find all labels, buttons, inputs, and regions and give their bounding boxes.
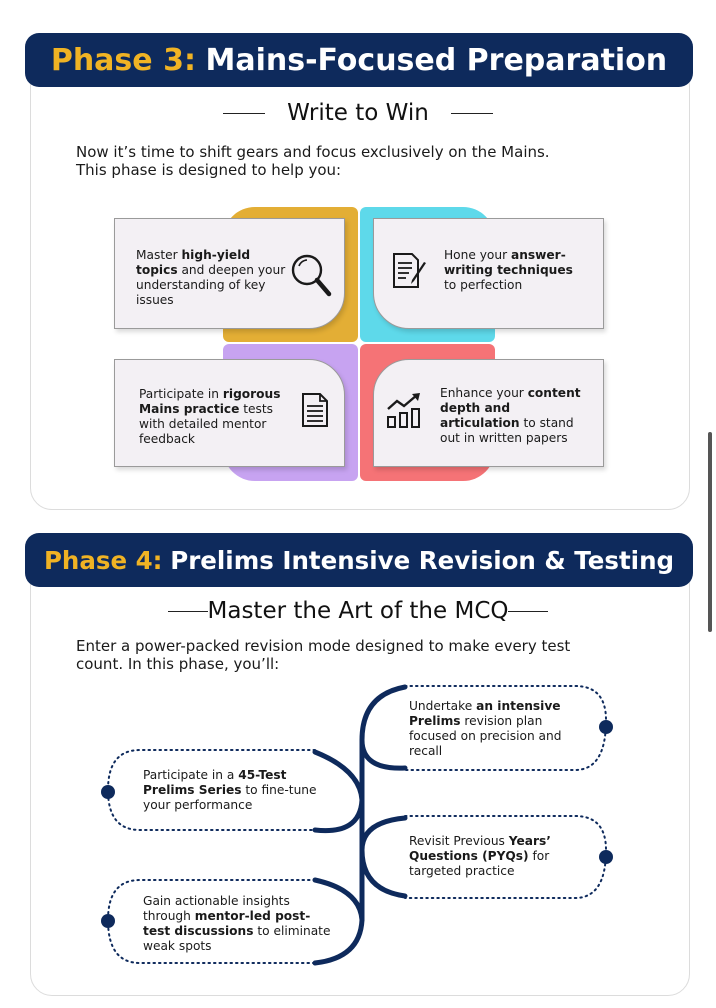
phase3-title: Mains-Focused Preparation <box>205 42 668 78</box>
phase4-intro-line1: Enter a power-packed revision mode designed to make every test <box>76 637 571 655</box>
phase4-item-4: Gain actionable insights through mentor-led post-test discussions to eliminate weak spots <box>143 894 331 953</box>
phase3-item-3-text: Participate in rigorous Mains practice tests with detailed mentor feedback <box>139 387 281 446</box>
phase3-item-1-text: Master high-yield topics and deepen your understanding of key issues <box>136 248 286 307</box>
bullet-dot <box>101 914 115 928</box>
phase4-number: Phase 4: <box>43 545 163 575</box>
phase4-subtitle-text: Master the Art of the MCQ <box>207 598 509 624</box>
phase3-subtitle-text: Write to Win <box>287 100 429 126</box>
phase3-item-2-text: Hone your answer-writing techniques to perfection <box>444 248 573 292</box>
phase4-item-3: Revisit Previous Years’ Questions (PYQs) for targeted practice <box>409 834 551 878</box>
phase4-item-2: Participate in a 45-Test Prelims Series to fine-tune your performance <box>143 768 317 812</box>
phase4-item-1: Undertake an intensive Prelims revision plan focused on precision and recall <box>409 699 562 758</box>
bullet-dot <box>599 850 613 864</box>
bullet-dot <box>599 720 613 734</box>
scroll-indicator[interactable] <box>708 432 712 632</box>
phase4-title: Prelims Intensive Revision & Testing <box>170 545 675 575</box>
bullet-dot <box>101 785 115 799</box>
phase3-intro-line1: Now it’s time to shift gears and focus exclusively on the Mains. <box>76 143 550 161</box>
phase3-item-4-text: Enhance your content depth and articulation to stand out in written papers <box>440 386 581 445</box>
phase3-number: Phase 3: <box>50 42 196 78</box>
phase3-intro-line2: This phase is designed to help you: <box>76 161 342 179</box>
phase4-intro-line2: count. In this phase, you’ll: <box>76 655 280 673</box>
